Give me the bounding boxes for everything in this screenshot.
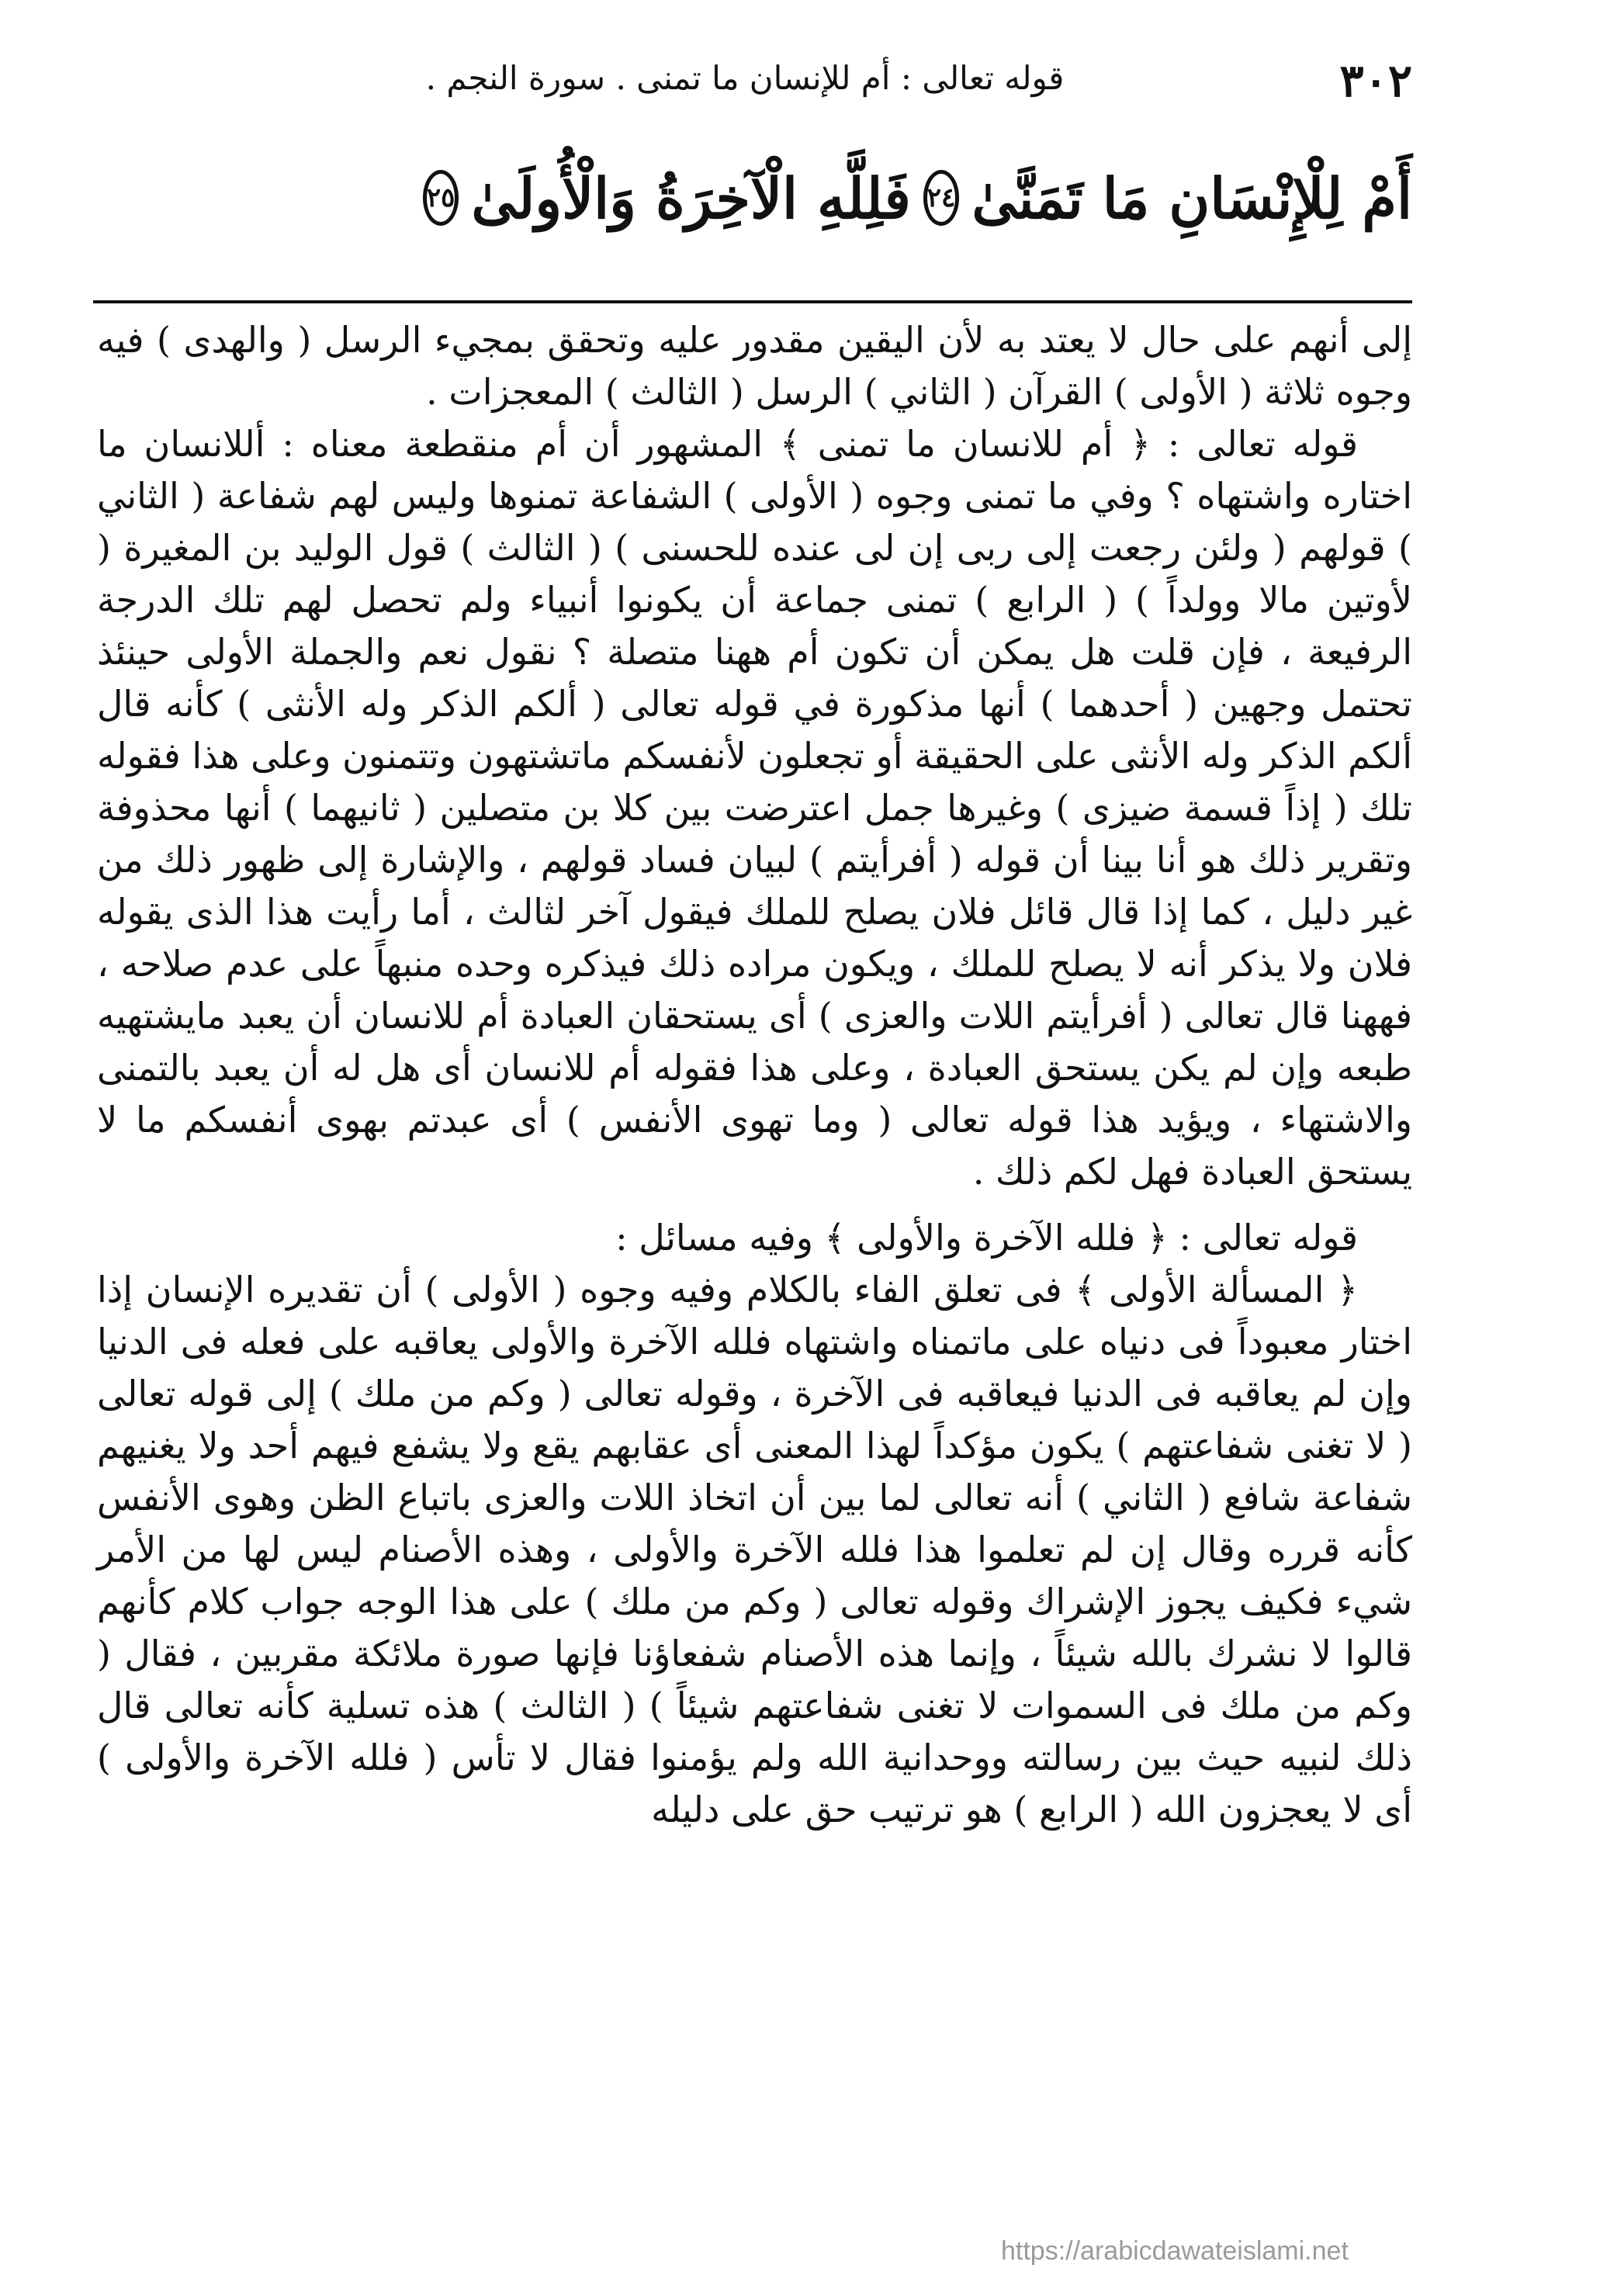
ayah-number-25: ٢٥	[423, 170, 459, 226]
running-head: قوله تعالى : أم للإنسان ما تمنى . سورة النجم .	[425, 59, 1065, 97]
ayah-number-24: ٢٤	[923, 170, 960, 226]
watermark-url: https://arabicdawateislami.net	[1001, 2236, 1349, 2266]
page-number: ٣٠٢	[1339, 54, 1412, 107]
header-divider	[93, 300, 1412, 303]
paragraph: ﴿ المسألة الأولى ﴾ فى تعلق الفاء بالكلام وفيه وجوه ( الأولى ) أن تقديره الإنسان إذا اختار معبوداً فى دنياه على ماتمناه واشتهاه فلله الآخرة والأولى يعاقبه على فعله فى الدنيا وإن لم يعاقبه فى الدنيا فيعاقبه فى الآخرة ، وقوله تعالى ( وكم من ملك ) إلى قوله تعالى ( لا تغنى شفاعتهم ) يكون مؤكداً لهذا المعنى أى عقابهم يقع ولا يشفع فيهم أحد ولا يغنيهم شفاعة شافع ( الثاني ) أنه تعالى لما بين أن اتخاذ اللات والعزى باتباع الظن وهوى الأنفس كأنه قرره وقال إن لم تعلموا هذا فلله الآخرة والأولى ، وهذه الأصنام ليس لها من الأمر شيء فكيف يجوز الإشراك وقوله تعالى ( وكم من ملك ) على هذا الوجه جواب كلام كأنهم قالوا لا نشرك بالله شيئاً ، وإنما هذه الأصنام شفعاؤنا فإنها صورة ملائكة مقربين ، فقال ( وكم من ملك فى السموات لا تغنى شفاعتهم شيئاً ) ( الثالث ) هذه تسلية كأنه تعالى قال ذلك لنبيه حيث بين رسالته ووحدانية الله ولم يؤمنوا فقال لا تأس ( فلله الآخرة والأولى ) أى لا يعجزون الله ( الرابع ) هو ترتيب حق على دليله	[97, 1269, 1412, 1830]
commentary-text	[97, 314, 1412, 1836]
page-header	[93, 54, 1412, 113]
verse-text-25: فَلِلَّهِ الْآخِرَةُ وَالْأُولَىٰ	[471, 164, 911, 231]
paragraph: إلى أنهم على حال لا يعتد به لأن اليقين مقدور عليه وتحقق بمجيء الرسل ( والهدى ) فيه وجوه ثلاثة ( الأولى ) القرآن ( الثاني ) الرسل ( الثالث ) المعجزات .	[97, 319, 1412, 413]
paragraph: قوله تعالى : ﴿ فلله الآخرة والأولى ﴾ وفيه مسائل :	[615, 1217, 1358, 1259]
quran-verse	[426, 144, 1412, 252]
paragraph: قوله تعالى : ﴿ أم للانسان ما تمنى ﴾ المشهور أن أم منقطعة معناه : أللانسان ما اختاره واشتهاه ؟ وفي ما تمنى وجوه ( الأولى ) الشفاعة تمنوها وليس لهم شفاعة ( الثاني ) قولهم ( ولئن رجعت إلى ربى إن لى عنده للحسنى ) ( الثالث ) قول الوليد بن المغيرة ( لأوتين مالا وولداً ) ( الرابع ) تمنى جماعة أن يكونوا أنبياء ولم تحصل لهم تلك الدرجة الرفيعة ، فإن قلت هل يمكن أن تكون أم ههنا متصلة ؟ نقول نعم والجملة الأولى حينئذ تحتمل وجهين ( أحدهما ) أنها مذكورة في قوله تعالى ( ألكم الذكر وله الأنثى ) كأنه قال ألكم الذكر وله الأنثى على الحقيقة أو تجعلون لأنفسكم ماتشتهون وتتمنون وعلى هذا فقوله تلك ( إذاً قسمة ضيزى ) وغيرها جمل اعترضت بين كلا بن متصلين ( ثانيهما ) أنها محذوفة وتقرير ذلك هو أنا بينا أن قوله ( أفرأيتم ) لبيان فساد قولهم ، والإشارة إلى ظهور ذلك من غير دليل ، كما إذا قال قائل فلان يصلح للملك فيقول آخر لثالث ، أما رأيت هذا الذى يقوله فلان ولا يذكر أنه لا يصلح للملك ، ويكون مراده ذلك فيذكره وحده منبهاً على عدم صلاحه ، فههنا قال تعالى ( أفرأيتم اللات والعزى ) أى يستحقان العبادة أم للانسان أن يعبد مايشتهيه طبعه وإن لم يكن يستحق العبادة ، وعلى هذا فقوله أم للانسان أى هل له أن يعبد بالتمنى والاشتهاء ، ويؤيد هذا قوله تعالى ( وما تهوى الأنفس ) أى عبدتم بهوى أنفسكم ما لا يستحق العبادة فهل لكم ذلك .	[97, 423, 1413, 1193]
verse-text-24: أَمْ لِلْإِنْسَانِ مَا تَمَنَّىٰ	[971, 164, 1412, 231]
